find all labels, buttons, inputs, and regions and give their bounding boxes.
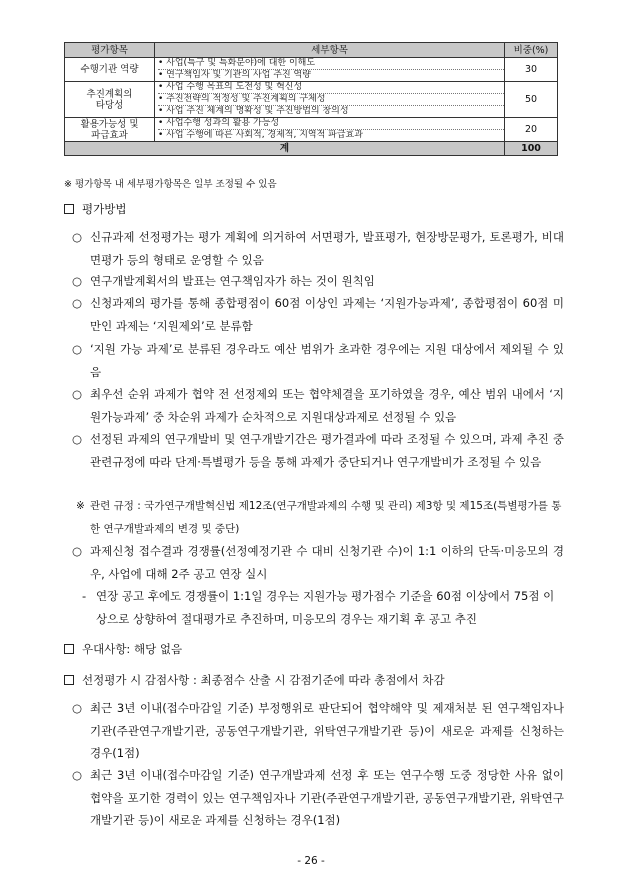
weight-cell: 30 <box>505 58 558 82</box>
item-text: 최우선 순위 과제가 협약 전 선정제외 또는 협약체결을 포기하였을 경우, 예산 범위 내에서 ‘지원가능과제’ 중 차순위 과제가 순차적으로 지원대상과제로 선정될 수 있음 <box>90 387 564 424</box>
table-total-row <box>65 142 558 156</box>
page-number: - 26 - <box>297 855 325 867</box>
detail-cell <box>155 82 505 118</box>
list-item <box>64 226 564 271</box>
category-cell: 활용가능성 및 파급효과 <box>65 118 155 142</box>
detail-line: • 사업 수행 목표의 도전성 및 혁신성 <box>158 82 504 94</box>
detail-cell <box>155 118 505 142</box>
reference-text: 관련 규정 : 국가연구개발혁신법 제12조(연구개발과제의 수행 및 관리) 제3항 및 제15조(특별평가를 통한 연구개발과제의 변경 및 중단) <box>90 500 562 535</box>
detail-cell <box>155 58 505 82</box>
item-text: 신규과제 선정평가는 평가 계획에 의거하여 서면평가, 발표평가, 현장방문평가, 토론평가, 비대면평가 등의 형태로 운영할 수 있음 <box>90 230 564 267</box>
circle-bullet-icon: ○ <box>72 342 83 356</box>
reference-note <box>64 495 564 540</box>
detail-line: • 사업 추진 체계의 명확성 및 추진방법의 창의성 <box>158 106 349 116</box>
detail-line: • 사업(특구 및 특화분야)에 대한 이해도 <box>158 58 504 70</box>
item-text: 연구개발계획서의 발표는 연구책임자가 하는 것이 원칙임 <box>90 274 375 288</box>
circle-bullet-icon: ○ <box>72 432 83 446</box>
checkbox-square-icon <box>64 644 74 654</box>
list-item <box>64 764 564 832</box>
circle-bullet-icon: ○ <box>72 230 83 244</box>
section-title: 선정평가 시 감점사항 : 최종점수 산출 시 감점기준에 따라 총점에서 차감 <box>82 673 445 687</box>
section-heading-deduction <box>64 672 445 688</box>
circle-bullet-icon: ○ <box>72 544 83 558</box>
header-category: 평가항목 <box>65 43 155 58</box>
reference-mark: ※ <box>76 500 85 512</box>
item-text: 과제신청 접수결과 경쟁률(선정예정기관 수 대비 신청기관 수)이 1:1 이하의 단독·미응모의 경우, 사업에 대해 2주 공고 연장 실시 <box>90 544 564 581</box>
dash-mark: - <box>82 589 87 603</box>
list-item <box>64 338 564 383</box>
list-item <box>64 428 564 473</box>
table-note: ※ 평가항목 내 세부평가항목은 일부 조정될 수 있음 <box>64 179 277 190</box>
category-cell: 추진계획의 타당성 <box>65 82 155 118</box>
item-text: 최근 3년 이내(접수마감일 기준) 부정행위로 판단되어 협약해약 및 제재처분 된 연구책임자나 기관(주관연구개발기관, 공동연구개발기관, 위탁연구개발기관 등)이 새로운 과제를 신청하는 경우(1점) <box>90 701 564 760</box>
section-title: 우대사항: 해당 없음 <box>82 642 183 656</box>
section-heading-method <box>64 201 126 217</box>
circle-bullet-icon: ○ <box>72 387 83 401</box>
checkbox-square-icon <box>64 675 74 685</box>
detail-line: • 사업 수행에 따른 사회적, 경제적, 지역적 파급효과 <box>158 130 363 140</box>
weight-cell: 20 <box>505 118 558 142</box>
checkbox-square-icon <box>64 204 74 214</box>
category-cell: 수행기관 역량 <box>65 58 155 82</box>
section-title: 평가방법 <box>82 202 127 216</box>
total-label: 계 <box>65 142 505 156</box>
circle-bullet-icon: ○ <box>72 296 83 310</box>
section-heading-preference <box>64 641 182 657</box>
detail-line: • 사업수행 성과의 활용 가능성 <box>158 118 504 130</box>
list-item <box>64 697 564 765</box>
table-header-row <box>65 43 558 58</box>
evaluation-table <box>64 42 558 156</box>
weight-cell: 50 <box>505 82 558 118</box>
detail-line: • 연구책임자 및 기관의 사업 추진 역량 <box>158 70 311 80</box>
list-item <box>64 292 564 337</box>
table-row <box>65 58 558 82</box>
list-item <box>64 383 564 428</box>
total-value: 100 <box>505 142 558 156</box>
detail-line: • 추진전략의 적정성 및 추진계획의 구체성 <box>158 94 504 106</box>
sub-item-text: 연장 공고 후에도 경쟁률이 1:1일 경우는 지원가능 평가점수 기준을 60점 이상에서 75점 이상으로 상향하여 절대평가로 추진하며, 미응모의 경우는 재기획 후 공고 추진 <box>96 589 555 626</box>
list-item <box>64 270 564 293</box>
circle-bullet-icon: ○ <box>72 701 83 715</box>
table-row <box>65 82 558 118</box>
sub-item <box>64 585 564 630</box>
list-item <box>64 540 564 585</box>
item-text: ‘지원 가능 과제’로 분류된 경우라도 예산 범위가 초과한 경우에는 지원 대상에서 제외될 수 있음 <box>90 342 564 379</box>
circle-bullet-icon: ○ <box>72 768 83 782</box>
item-text: 신청과제의 평가를 통해 종합평점이 60점 이상인 과제는 ‘지원가능과제’, 종합평점이 60점 미만인 과제는 ‘지원제외’로 분류함 <box>90 296 564 333</box>
item-text: 선정된 과제의 연구개발비 및 연구개발기간은 평가결과에 따라 조정될 수 있으며, 과제 추진 중 관련규정에 따라 단계·특별평가 등을 통해 과제가 중단되거나 연구개발비가 조정될 수 있음 <box>90 432 564 469</box>
table-row <box>65 118 558 142</box>
item-text: 최근 3년 이내(접수마감일 기준) 연구개발과제 선정 후 또는 연구수행 도중 정당한 사유 없이 협약을 포기한 경력이 있는 연구책임자나 기관(주관연구개발기관, 공동연구개발기관, 위탁연구개발기관 등)이 새로운 과제를 신청하는 경우(1점) <box>90 768 564 827</box>
header-detail: 세부항목 <box>155 43 505 58</box>
circle-bullet-icon: ○ <box>72 274 83 288</box>
header-weight: 비중(%) <box>505 43 558 58</box>
